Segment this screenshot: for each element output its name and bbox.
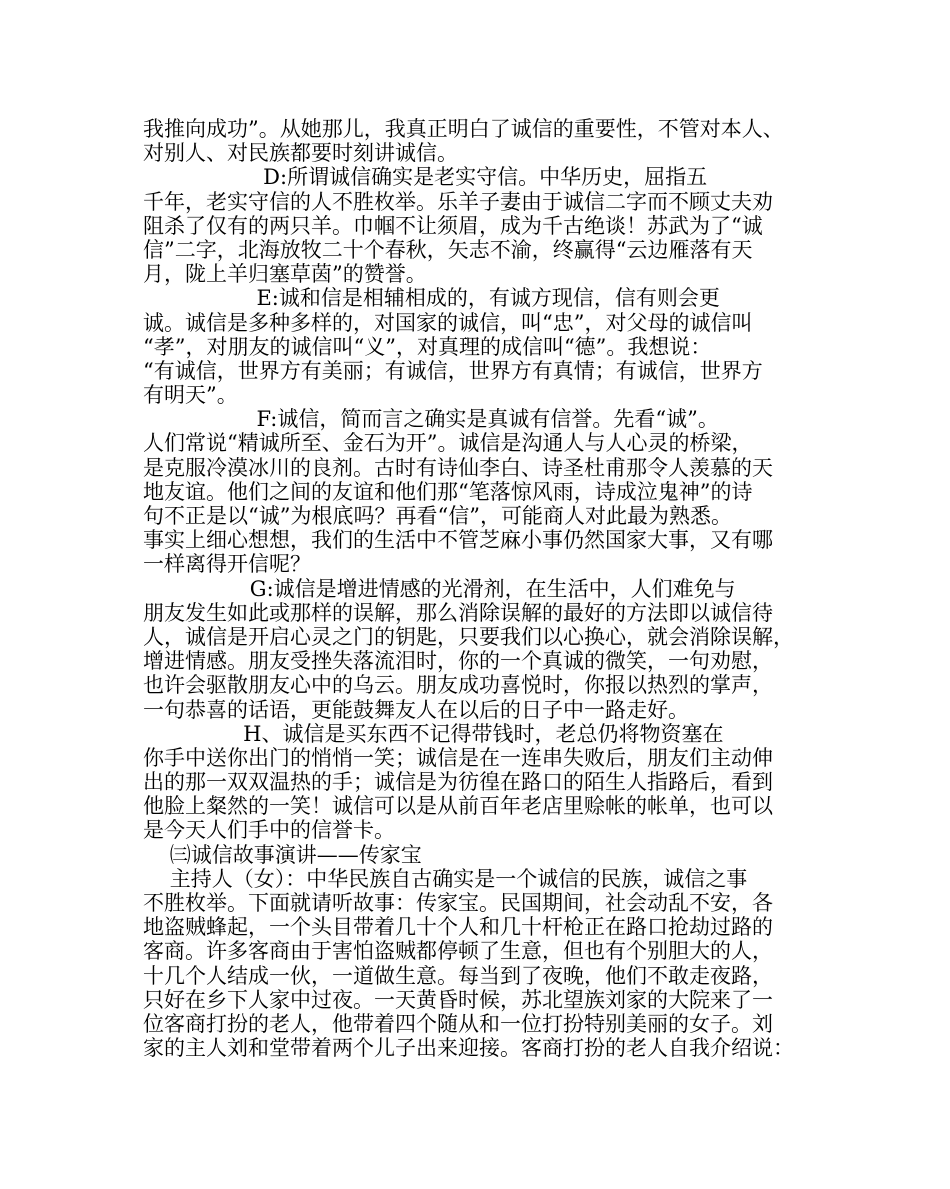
text-line: 客商。许多客商由于害怕盗贼都停顿了生意，但也有个别胆大的人， (143, 939, 773, 964)
text-line: H、诚信是买东西不记得带钱时，老总仍将物资塞在 (143, 721, 724, 746)
text-line: 句不正是以“诚”为根底吗？再看“信”，可能商人对此最为熟悉。 (143, 504, 732, 528)
text-line: 信”二字，北海放牧二十个春秋，矢志不渝，终赢得“云边雁落有天 (143, 237, 753, 262)
text-line: 一句恭喜的话语，更能鼓舞友人在以后的日子中一路走好。 (143, 697, 689, 722)
text-line: 家的主人刘和堂带着两个儿子出来迎接。客商打扮的老人自我介绍说： (143, 1036, 794, 1061)
text-line: 也许会驱散朋友心中的乌云。朋友成功喜悦时，你报以热烈的掌声， (143, 673, 773, 698)
text-line: 一样离得开信呢？ (143, 552, 311, 577)
text-line: 是今天人们手中的信誉卡。 (143, 818, 395, 843)
text-line: 他脸上粲然的一笑！诚信可以是从前百年老店里赊帐的帐单，也可以 (143, 794, 773, 819)
text-line: 诚。诚信是多种多样的，对国家的诚信，叫“忠”，对父母的诚信叫 (143, 310, 753, 335)
text-line: 出的那一双双温热的手；诚信是为彷徨在路口的陌生人指路后，看到 (143, 770, 773, 795)
text-line: 地友谊。他们之间的友谊和他们那“笔落惊风雨，诗成泣鬼神”的诗 (143, 479, 753, 504)
text-line: 主持人（女）：中华民族自古确实是一个诚信的民族，诚信之事 (143, 866, 748, 891)
text-line: 对别人、对民族都要时刻讲诚信。 (143, 141, 458, 166)
text-line: “有诚信，世界方有美丽；有诚信，世界方有真情；有诚信，世界方 (143, 358, 763, 383)
text-line: 只好在乡下人家中过夜。一天黄昏时候，苏北望族刘家的大院来了一 (143, 987, 773, 1012)
text-line: G:诚信是增进情感的光滑剂，在生活中，人们难免与 (143, 576, 736, 601)
text-line: D:所谓诚信确实是老实守信。中华历史，屈指五 (143, 165, 708, 190)
document-body (143, 117, 833, 1060)
text-line: 是克服冷漠冰川的良剂。古时有诗仙李白、诗圣杜甫那令人羡慕的天 (143, 455, 773, 480)
text-line: E:诚和信是相辅相成的，有诚方现信，信有则会更 (143, 286, 720, 311)
text-line: 月，陇上羊归塞草茵”的赞誉。 (143, 262, 427, 287)
text-line: 有明天”。 (143, 383, 238, 408)
text-line: F:诚信，简而言之确实是真诚有信誉。先看“诚”。 (143, 407, 719, 432)
text-line: 地盗贼蜂起，一个头目带着几十个人和几十杆枪正在路口抢劫过路的 (143, 915, 773, 940)
text-line: 位客商打扮的老人，他带着四个随从和一位打扮特别美丽的女子。刘 (143, 1011, 773, 1036)
text-line: 事实上细心想想，我们的生活中不管芝麻小事仍然国家大事，又有哪 (143, 528, 773, 553)
text-line: 人，诚信是开启心灵之门的钥匙，只要我们以心换心，就会消除误解， (143, 624, 794, 649)
text-line: 十几个人结成一伙，一道做生意。每当到了夜晚，他们不敢走夜路， (143, 963, 773, 988)
text-line: 你手中送你出门的悄悄一笑；诚信是在一连串失败后，朋友们主动伸 (143, 745, 773, 770)
text-line: 朋友发生如此或那样的误解，那么消除误解的最好的方法即以诚信待 (143, 600, 773, 625)
text-line: 人们常说“精诚所至、金石为开”。诚信是沟通人与人心灵的桥梁， (143, 431, 753, 456)
text-line: 不胜枚举。下面就请听故事：传家宝。民国期间，社会动乱不安，各 (143, 891, 773, 915)
text-line: 阻杀了仅有的两只羊。巾帼不让须眉，成为千古绝谈！苏武为了“诚 (143, 213, 763, 238)
text-line: 千年，老实守信的人不胜枚举。乐羊子妻由于诚信二字而不顾丈夫劝 (143, 189, 773, 214)
text-line: 增进情感。朋友受挫失落流泪时，你的一个真诚的微笑，一句劝慰， (143, 649, 773, 674)
section-heading: ㈢诚信故事演讲——传家宝 (143, 842, 422, 867)
text-line: 我推向成功”。从她那儿，我真正明白了诚信的重要性，不管对本人、 (143, 117, 784, 141)
text-line: “孝”，对朋友的诚信叫“义”，对真理的成信叫“德”。我想说： (143, 334, 712, 359)
